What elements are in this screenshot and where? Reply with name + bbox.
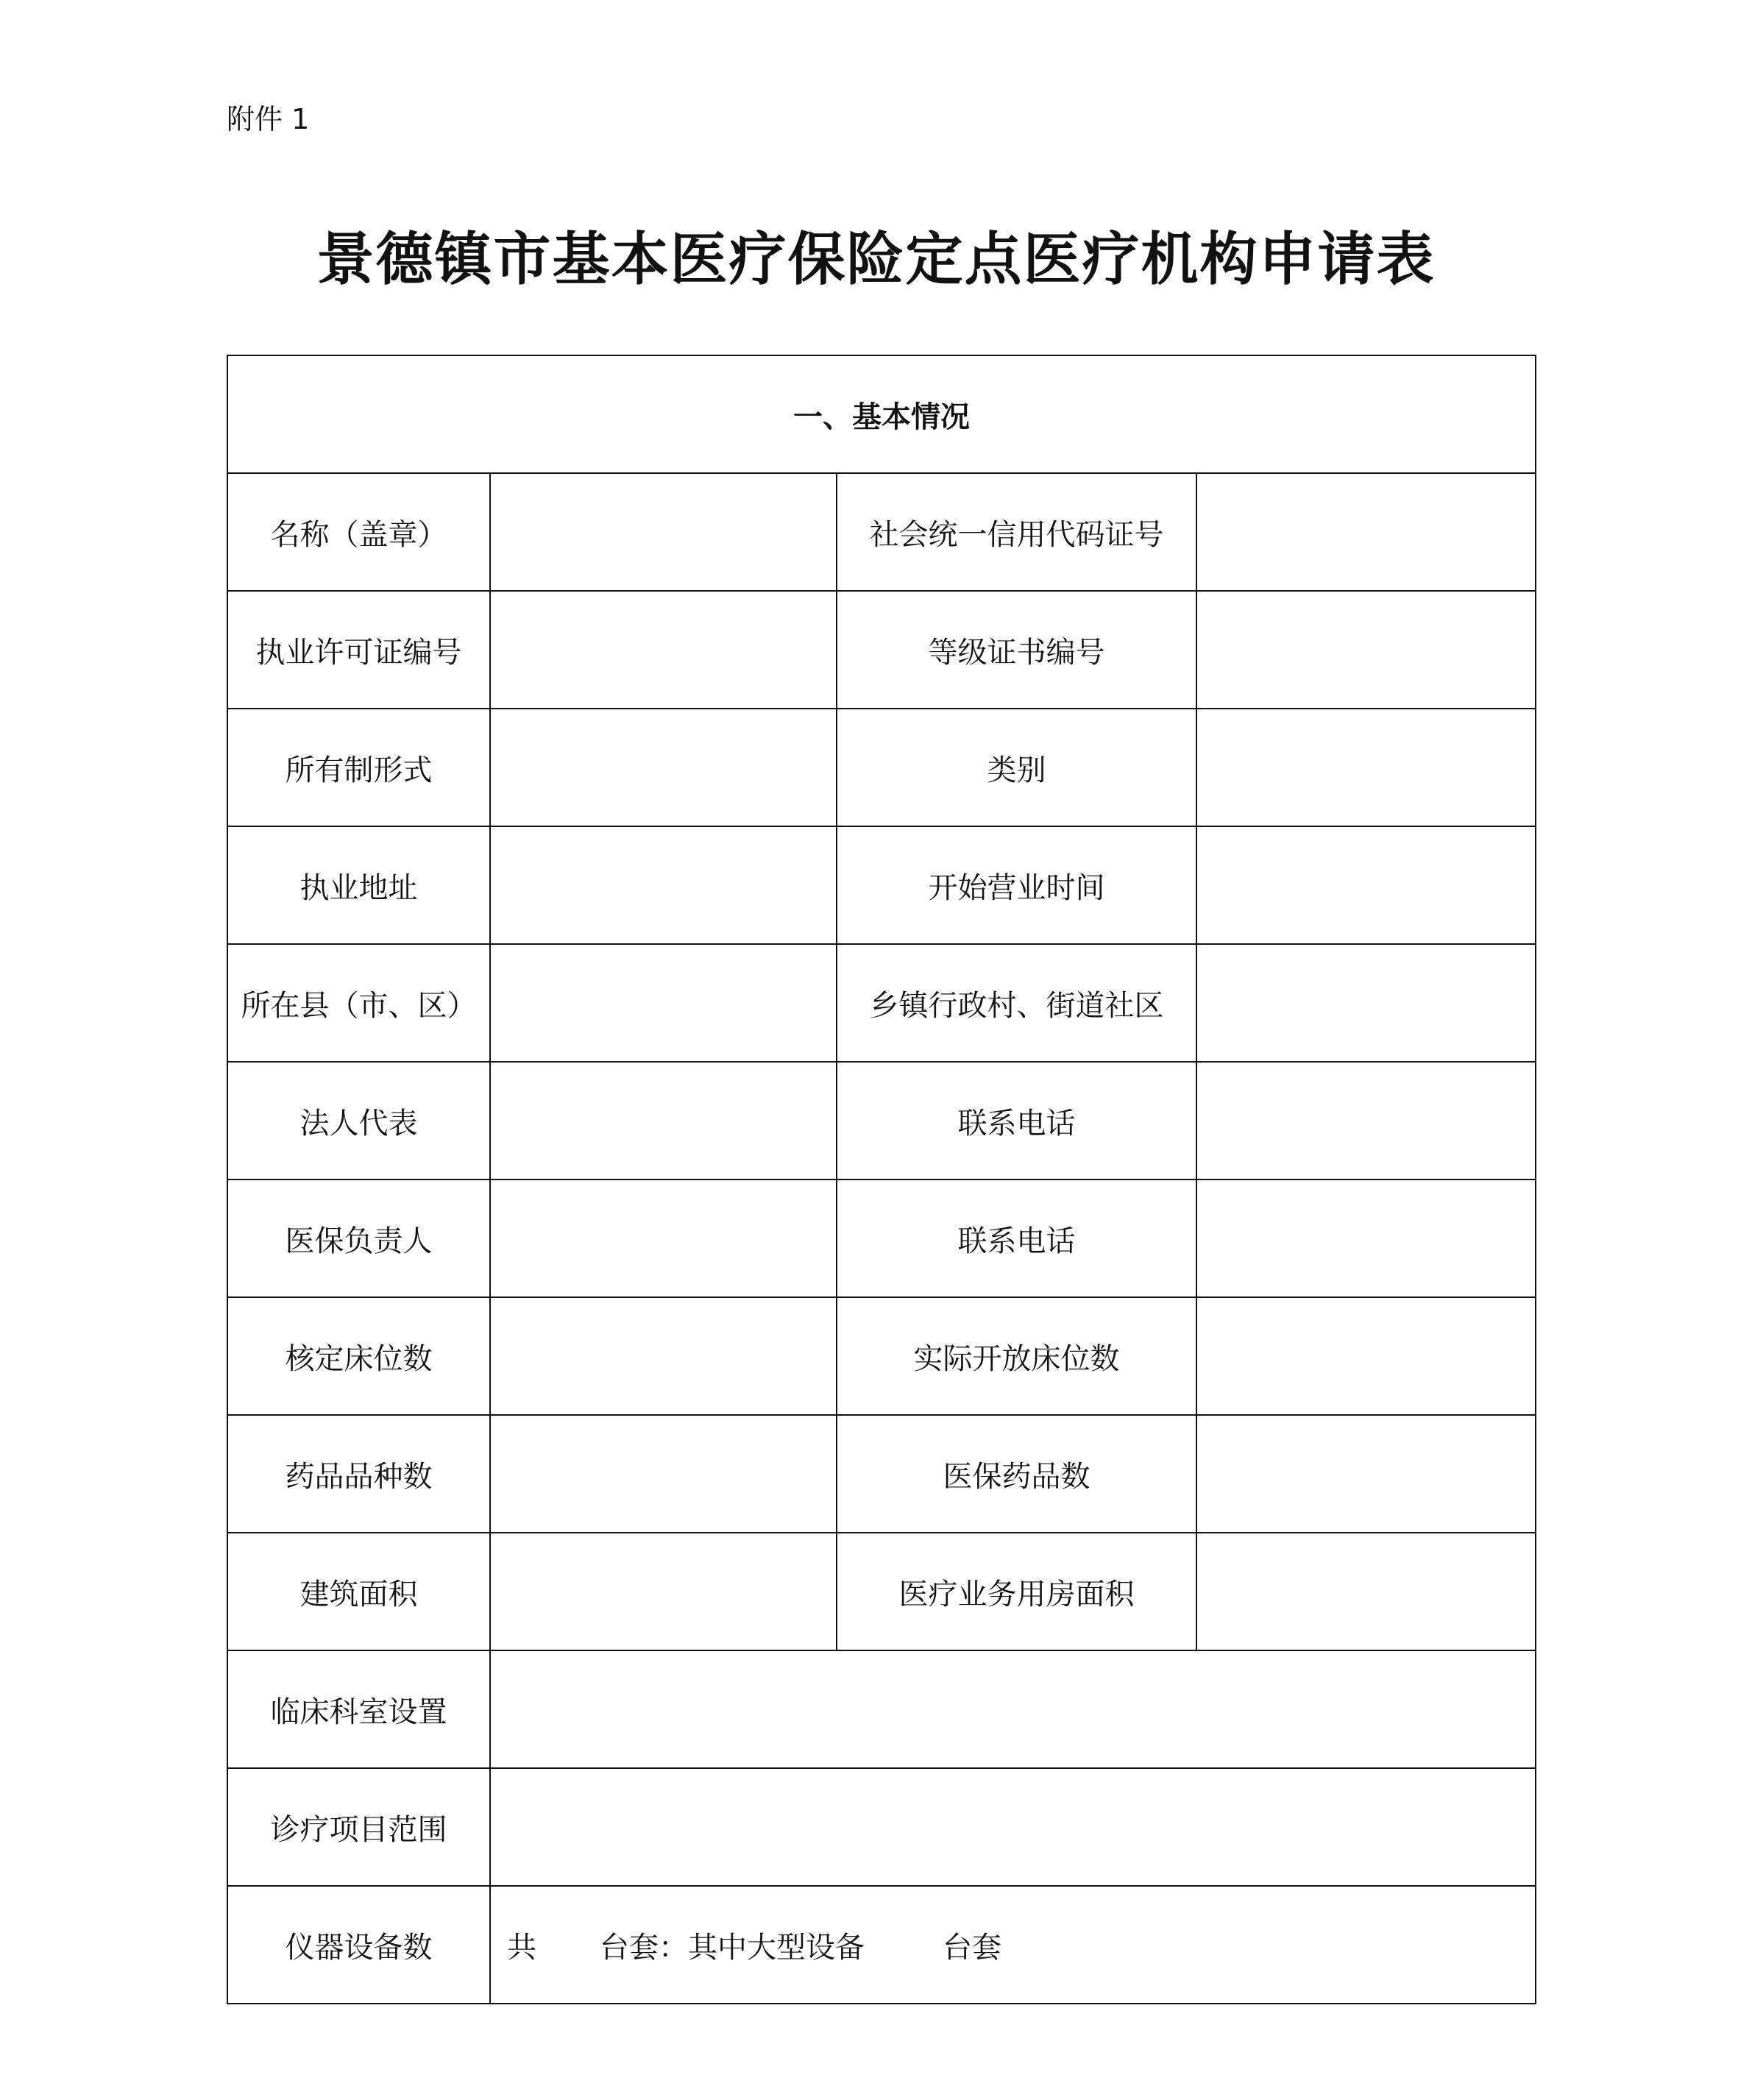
field-label: 执业地址: [227, 826, 490, 944]
field-label: 乡镇行政村、街道社区: [837, 944, 1196, 1062]
manager-phone-field[interactable]: [1196, 1180, 1536, 1297]
approved-beds-field[interactable]: [490, 1297, 837, 1415]
table-row: [227, 1650, 1536, 1768]
field-label: 联系电话: [837, 1180, 1196, 1297]
field-label: 医疗业务用房面积: [837, 1533, 1196, 1650]
opening-date-field[interactable]: [1196, 826, 1536, 944]
table-row: [227, 473, 1536, 591]
table-row: [227, 709, 1536, 826]
field-label: 诊疗项目范围: [227, 1768, 490, 1886]
field-label: 仪器设备数: [227, 1886, 490, 2004]
table-row: [227, 1533, 1536, 1650]
legal-representative-field[interactable]: [490, 1062, 837, 1180]
table-row: [227, 1297, 1536, 1415]
legal-rep-phone-field[interactable]: [1196, 1062, 1536, 1180]
clinical-departments-field[interactable]: [490, 1650, 1536, 1768]
field-label: 药品品种数: [227, 1415, 490, 1533]
table-row: [227, 1886, 1536, 2004]
name-seal-field[interactable]: [490, 473, 837, 591]
equipment-units-of-text: 台套：其中大型设备: [600, 1930, 865, 1965]
county-field[interactable]: [490, 944, 837, 1062]
page-title: 景德镇市基本医疗保险定点医疗机构申请表: [316, 227, 1436, 293]
equipment-text: [491, 1924, 1535, 1966]
drug-varieties-field[interactable]: [490, 1415, 837, 1533]
field-label: 社会统一信用代码证号: [837, 473, 1196, 591]
table-row: [227, 591, 1536, 709]
table-row: [227, 1768, 1536, 1886]
treatment-scope-field[interactable]: [490, 1768, 1536, 1886]
field-label: 核定床位数: [227, 1297, 490, 1415]
table-row: [227, 826, 1536, 944]
table-row: [227, 1180, 1536, 1297]
township-community-field[interactable]: [1196, 944, 1536, 1062]
equipment-total-text: 共: [507, 1930, 536, 1965]
table-row: [227, 1062, 1536, 1180]
field-label: 执业许可证编号: [227, 591, 490, 709]
field-label: 名称（盖章）: [227, 473, 490, 591]
field-label: 类别: [837, 709, 1196, 826]
license-number-field[interactable]: [490, 591, 837, 709]
equipment-count-field[interactable]: [490, 1886, 1536, 2004]
equipment-units-text: 台套: [943, 1930, 1001, 1965]
credit-code-field[interactable]: [1196, 473, 1536, 591]
attachment-label: 附件 1: [227, 103, 310, 135]
insurance-manager-field[interactable]: [490, 1180, 837, 1297]
medical-area-field[interactable]: [1196, 1533, 1536, 1650]
insurance-drugs-field[interactable]: [1196, 1415, 1536, 1533]
field-label: 开始营业时间: [837, 826, 1196, 944]
field-label: 所有制形式: [227, 709, 490, 826]
grade-certificate-field[interactable]: [1196, 591, 1536, 709]
category-field[interactable]: [1196, 709, 1536, 826]
field-label: 法人代表: [227, 1062, 490, 1180]
section-header-row: [227, 355, 1536, 473]
field-label: 联系电话: [837, 1062, 1196, 1180]
field-label: 等级证书编号: [837, 591, 1196, 709]
practice-address-field[interactable]: [490, 826, 837, 944]
field-label: 医保药品数: [837, 1415, 1196, 1533]
field-label: 建筑面积: [227, 1533, 490, 1650]
table-row: [227, 1415, 1536, 1533]
field-label: 医保负责人: [227, 1180, 490, 1297]
field-label: 实际开放床位数: [837, 1297, 1196, 1415]
field-label: 所在县（市、区）: [227, 944, 490, 1062]
ownership-form-field[interactable]: [490, 709, 837, 826]
section-title: 一、基本情况: [227, 355, 1536, 473]
application-form-table: [227, 355, 1536, 2004]
field-label: 临床科室设置: [227, 1650, 490, 1768]
table-row: [227, 944, 1536, 1062]
open-beds-field[interactable]: [1196, 1297, 1536, 1415]
building-area-field[interactable]: [490, 1533, 837, 1650]
